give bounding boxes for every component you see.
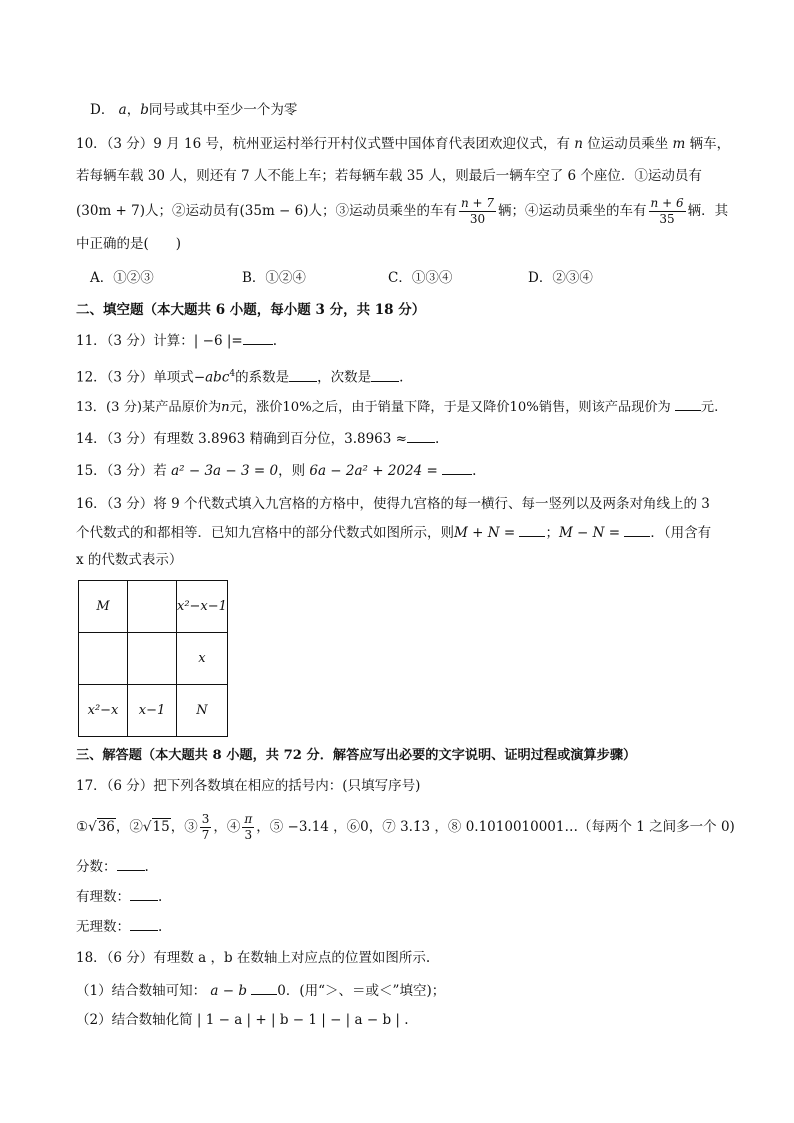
q16-line2: 个代数式的和都相等．已知九宫格中的部分代数式如图所示，则M + N = ；M − N = ．（用含有 xyxy=(76,522,711,543)
q12: 12．（3 分）单项式−abc$^4$的系数是 ，次数是 . xyxy=(76,364,403,388)
q14: 14．（3 分）有理数 3.8963 精确到百分位，3.8963 ≈ . xyxy=(76,428,439,449)
q17-fraction-4: $\frac{\pi}{3}$ xyxy=(244,812,253,842)
section-3-title: 三、解答题（本大题共 8 小题，共 72 分．解答应写出必要的文字说明、证明过程或演算步骤） xyxy=(76,748,637,763)
q10-line2: 若每辆车载 30 人，则还有 7 人不能上车；若每辆车载 35 人，则最后一辆车空了 6 个座位．①运动员有 xyxy=(76,168,702,184)
answer-blank xyxy=(519,522,545,537)
answer-blank xyxy=(407,428,435,443)
answer-blank xyxy=(289,367,317,382)
q10-line4: 中正确的是( ) xyxy=(76,236,182,252)
answer-blank xyxy=(442,460,472,475)
q10-options xyxy=(90,268,593,288)
q17-fraction-3: $\frac{3}{7}$ xyxy=(201,812,210,842)
grid-cell: x²−x−1 xyxy=(177,581,228,633)
q17-rational-answer: 有理数： . xyxy=(76,886,162,907)
q10-line3: (30m + 7)人；②运动员有(35m − 6)人；③运动员乘坐的车有 $\frac{n + 7}{30}$ 辆；④运动员乘坐的车有 $\frac{n + 6}{35}$ 辆．其 xyxy=(76,196,729,226)
q10-option-b: B．①②④ xyxy=(242,270,306,286)
q18-part2: （2）结合数轴化简 | 1 − a | + | b − 1 | − | a − b | . xyxy=(76,1012,409,1028)
q15: 15．（3 分）若 a² − 3a − 3 = 0，则 6a − 2a² + 2024 = . xyxy=(76,460,476,481)
grid-cell: x²−x xyxy=(79,685,128,737)
q17-line2: ①√36，②√15，③ $\frac{3}{7}$ ，④ $\frac{\pi}{3}$ ，⑤ −3.14 ，⑥0，⑦ 3.1̇3̇ ，⑧ 0.1010010001…（每两个 1 之间多一个 0) xyxy=(76,812,735,842)
q17-line1: 17．（6 分）把下列各数填在相应的括号内：(只填写序号) xyxy=(76,778,421,794)
answer-blank xyxy=(675,396,701,411)
q10-option-d: D．②③④ xyxy=(528,270,593,286)
q10-option-c: C．①③④ xyxy=(388,270,453,286)
q9-option-d: D． a，b同号或其中至少一个为零 xyxy=(90,102,298,118)
grid-cell: x xyxy=(177,633,228,685)
q16-line1: 16．（3 分）将 9 个代数式填入九宫格的方格中，使得九宫格的每一横行、每一竖列以及两条对角线上的 3 xyxy=(76,496,710,512)
grid-cell: x−1 xyxy=(128,685,177,737)
q13: 13．(3 分)某产品原价为n元，涨价10%之后，由于销量下降，于是又降价10%销售，则该产品现价为 元. xyxy=(76,396,718,418)
q17-irrational-answer: 无理数： . xyxy=(76,916,162,937)
q10-fraction-1: $\frac{n + 7}{30}$ xyxy=(461,196,495,226)
q10-fraction-2: $\frac{n + 6}{35}$ xyxy=(650,196,684,226)
q10-line1: 10．（3 分）9 月 16 号，杭州亚运村举行开村仪式暨中国体育代表团欢迎仪式，有 n 位运动员乘坐 m 辆车， xyxy=(76,136,731,152)
answer-blank xyxy=(371,367,399,382)
answer-blank xyxy=(130,916,158,931)
answer-blank xyxy=(251,980,277,995)
section-2-title: 二、填空题（本大题共 6 小题，每小题 3 分，共 18 分） xyxy=(76,302,426,318)
q10-option-a: A．①②③ xyxy=(90,270,154,286)
grid-cell xyxy=(128,633,177,685)
q17-fraction-answer: 分数： . xyxy=(76,856,149,877)
q16-line3: x 的代数式表示） xyxy=(76,552,183,568)
q18-line1: 18．（6 分）有理数 a ，b 在数轴上对应点的位置如图所示. xyxy=(76,950,431,966)
answer-blank xyxy=(130,886,158,901)
answer-blank xyxy=(117,856,145,871)
answer-blank xyxy=(624,522,650,537)
nine-square-grid xyxy=(78,580,228,737)
grid-cell xyxy=(79,633,128,685)
q11: 11．（3 分）计算：| −6 |= . xyxy=(76,330,277,351)
answer-blank xyxy=(243,330,273,345)
grid-cell: M xyxy=(79,581,128,633)
q18-part1: （1）结合数轴可知： a − b 0．(用“＞、＝或＜”填空)； xyxy=(76,980,445,1001)
grid-cell: N xyxy=(177,685,228,737)
grid-cell xyxy=(128,581,177,633)
